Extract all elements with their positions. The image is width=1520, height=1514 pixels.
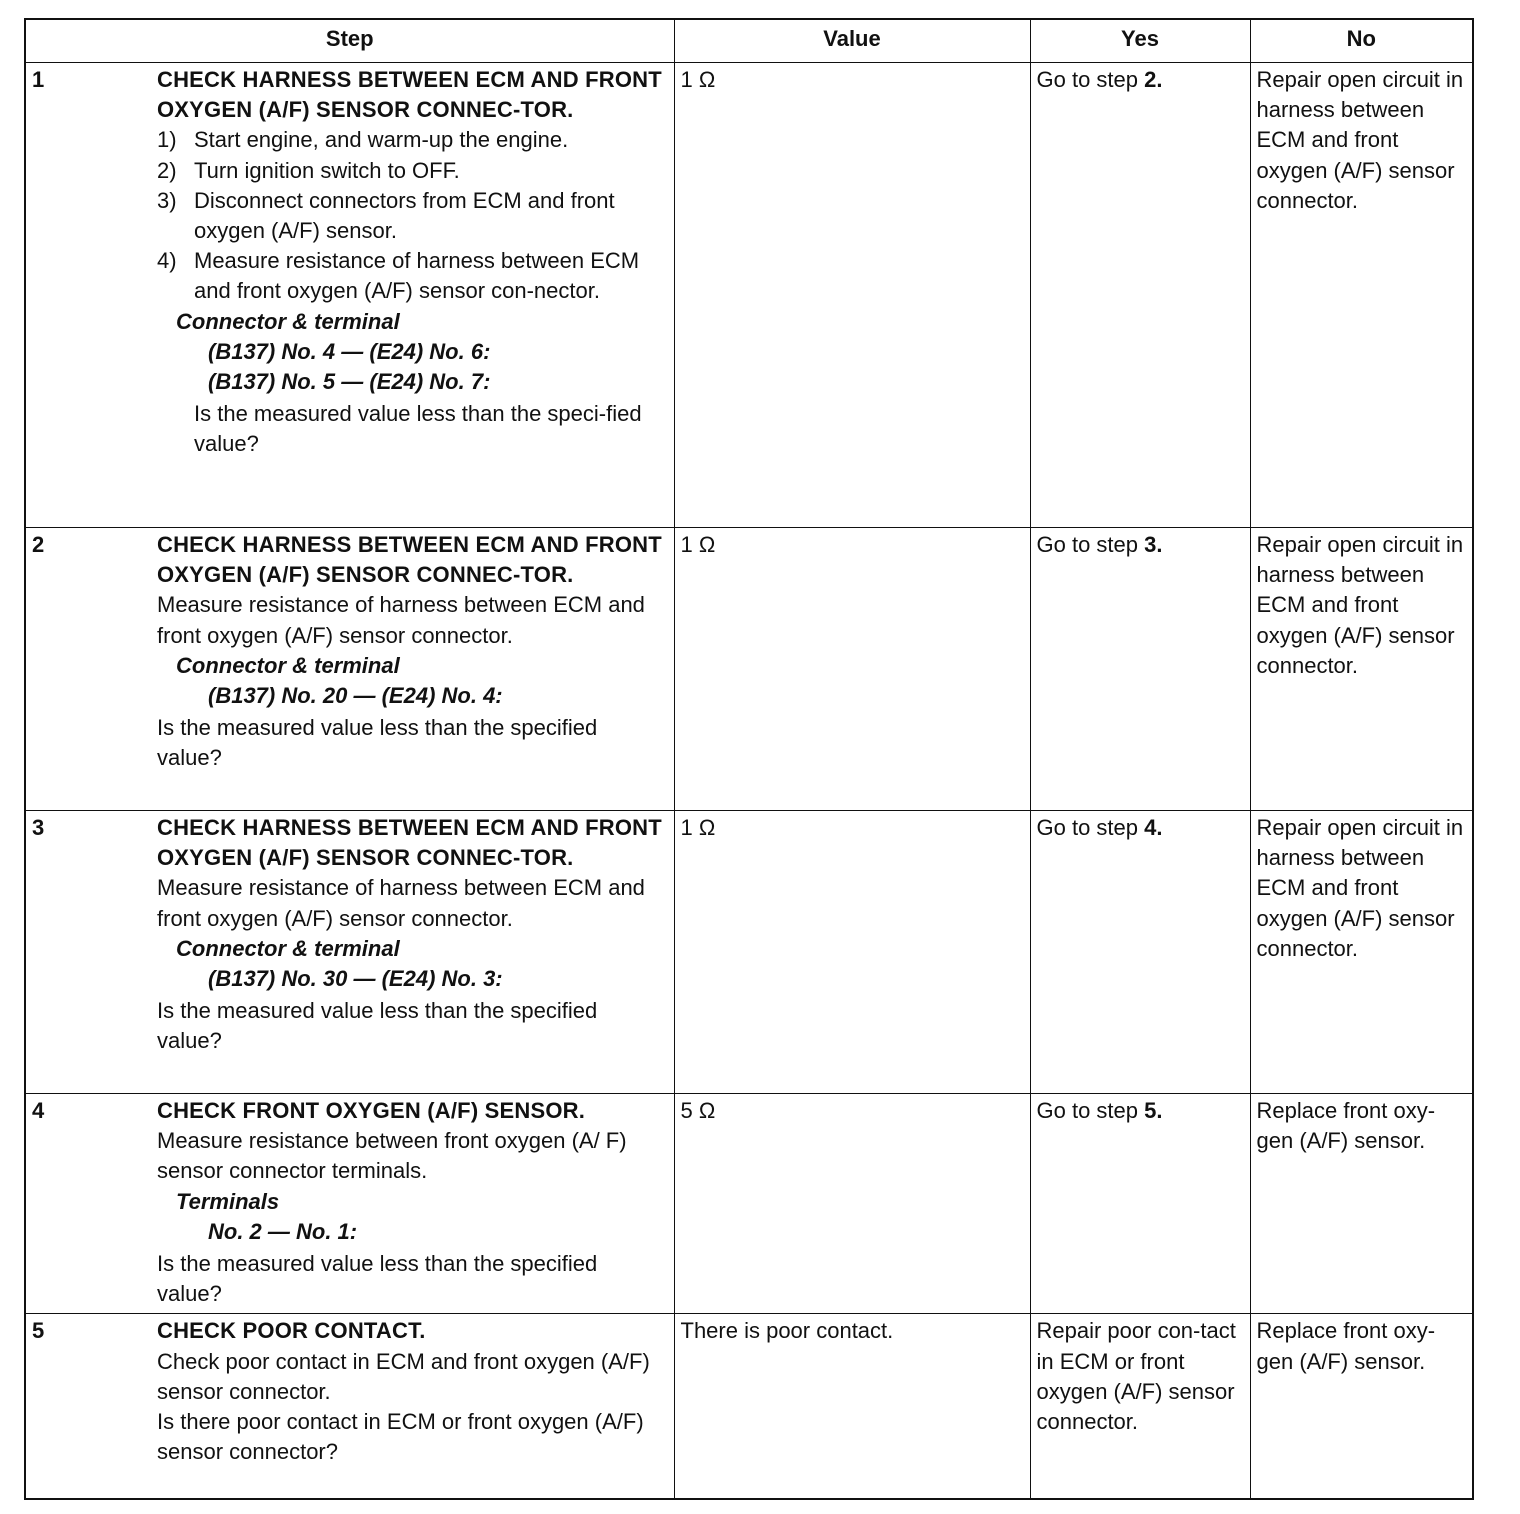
step-title: CHECK HARNESS BETWEEN ECM AND FRONT OXYGEN (A/F) SENSOR CONNEC-TOR. [157, 815, 662, 871]
step-title: CHECK HARNESS BETWEEN ECM AND FRONT OXYGEN (A/F) SENSOR CONNEC-TOR. [157, 532, 662, 588]
no-cell: Repair open circuit in harness between ECM and front oxygen (A/F) sensor connector. [1250, 811, 1473, 1094]
step-cell [25, 811, 674, 1094]
step-number: 5 [32, 1318, 45, 1344]
yes-cell [1030, 528, 1250, 811]
list-item-number: 3) [157, 187, 177, 213]
step-description: Measure resistance of harness between ECM and front oxygen (A/F) sensor connector. [157, 592, 645, 648]
value-cell: There is poor contact. [674, 1314, 1030, 1500]
no-cell: Repair open circuit in harness between ECM and front oxygen (A/F) sensor connector. [1250, 528, 1473, 811]
spec-line: (B137) No. 30 — (E24) No. 3: [208, 966, 503, 992]
step-cell [25, 1094, 674, 1314]
step-number: 2 [32, 532, 45, 557]
spec-heading: Terminals [176, 1188, 280, 1214]
step-question: Is the measured value less than the specified value? [157, 998, 598, 1054]
step-title: CHECK HARNESS BETWEEN ECM AND FRONT OXYGEN (A/F) SENSOR CONNEC-TOR. [157, 67, 662, 123]
list-item-text: Start engine, and warm-up the engine. [194, 127, 569, 153]
yes-step-number: 4. [1144, 815, 1163, 840]
list-item-text: Turn ignition switch to OFF. [194, 157, 460, 183]
list-item [157, 125, 664, 155]
table-row [25, 63, 1473, 528]
step-number: 3 [32, 815, 45, 840]
yes-text: Go to step [1036, 67, 1145, 92]
list-item-number: 4) [157, 248, 177, 274]
table-row [25, 1314, 1473, 1500]
header-value: Value [674, 19, 1030, 63]
value-cell: 5 Ω [674, 1094, 1030, 1314]
yes-text: Go to step [1036, 815, 1145, 840]
spec-heading: Connector & terminal [176, 308, 400, 334]
table-row [25, 528, 1473, 811]
yes-text: Go to step [1036, 532, 1145, 557]
step-number: 1 [32, 67, 45, 92]
list-item-number: 1) [157, 127, 177, 153]
table-row [25, 1094, 1473, 1314]
table-row [25, 811, 1473, 1094]
list-item-text: Measure resistance of harness between ECM and front oxygen (A/F) sensor con-nector. [194, 248, 640, 304]
yes-step-number: 3. [1144, 532, 1163, 557]
yes-step-number: 2. [1144, 67, 1163, 92]
step-cell [25, 528, 674, 811]
no-cell: Replace front oxy-gen (A/F) sensor. [1250, 1314, 1473, 1500]
value-cell: 1 Ω [674, 63, 1030, 528]
yes-cell [1030, 811, 1250, 1094]
step-question: Is the measured value less than the specified value? [157, 715, 598, 771]
spec-line: (B137) No. 20 — (E24) No. 4: [208, 683, 503, 709]
header-no: No [1250, 19, 1473, 63]
yes-text: Go to step [1036, 1098, 1145, 1123]
no-cell: Repair open circuit in harness between ECM and front oxygen (A/F) sensor connector. [1250, 63, 1473, 528]
step-description: Check poor contact in ECM and front oxygen (A/F) sensor connector. [157, 1348, 650, 1404]
yes-step-number: 5. [1144, 1098, 1163, 1123]
step-question: Is the measured value less than the speci-fied value? [194, 401, 642, 457]
diagnostic-table [24, 18, 1474, 1500]
yes-cell [1030, 1094, 1250, 1314]
step-title: CHECK POOR CONTACT. [157, 1318, 426, 1344]
list-item-text: Disconnect connectors from ECM and front oxygen (A/F) sensor. [194, 187, 615, 244]
list-item [157, 246, 664, 306]
header-yes: Yes [1030, 19, 1250, 63]
list-item [157, 186, 664, 246]
spec-line: (B137) No. 5 — (E24) No. 7: [208, 369, 491, 395]
step-cell [25, 63, 674, 528]
yes-cell: Repair poor con-tact in ECM or front oxygen (A/F) sensor connector. [1030, 1314, 1250, 1500]
step-question: Is there poor contact in ECM or front oxygen (A/F) sensor connector? [157, 1409, 644, 1465]
value-cell: 1 Ω [674, 811, 1030, 1094]
spec-heading: Connector & terminal [176, 652, 400, 678]
spec-heading: Connector & terminal [176, 935, 400, 961]
value-cell: 1 Ω [674, 528, 1030, 811]
yes-cell [1030, 63, 1250, 528]
step-description: Measure resistance between front oxygen (A/ F) sensor connector terminals. [157, 1128, 627, 1184]
spec-line: (B137) No. 4 — (E24) No. 6: [208, 338, 491, 364]
no-cell: Replace front oxy-gen (A/F) sensor. [1250, 1094, 1473, 1314]
header-step: Step [25, 19, 674, 63]
step-number: 4 [32, 1098, 45, 1123]
step-title: CHECK FRONT OXYGEN (A/F) SENSOR. [157, 1098, 586, 1123]
step-cell [25, 1314, 674, 1500]
spec-line: No. 2 — No. 1: [208, 1218, 358, 1244]
header-row [25, 19, 1473, 63]
list-item [157, 156, 664, 186]
list-item-number: 2) [157, 157, 177, 183]
step-description: Measure resistance of harness between ECM and front oxygen (A/F) sensor connector. [157, 875, 645, 931]
step-question: Is the measured value less than the specified value? [157, 1251, 598, 1307]
